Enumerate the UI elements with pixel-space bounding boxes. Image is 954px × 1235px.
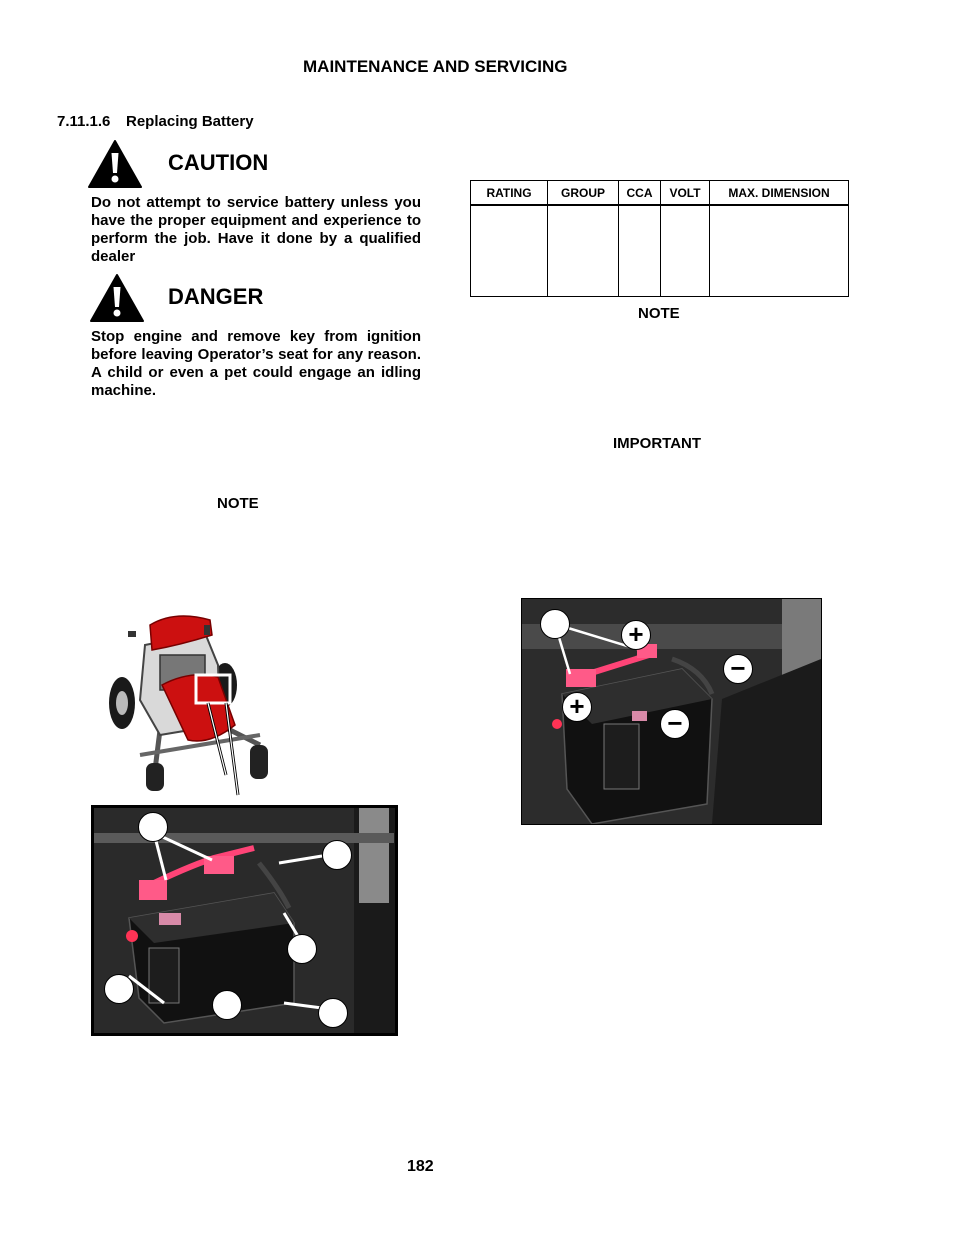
battery-terminals-photo <box>521 598 822 825</box>
column-header-volt: VOLT <box>661 181 710 206</box>
table-header-row <box>471 181 849 206</box>
column-header-cca: CCA <box>619 181 661 206</box>
table-cell <box>548 205 619 297</box>
callout-marker-2 <box>322 840 352 870</box>
callout-marker-5 <box>212 990 242 1020</box>
caution-warning-icon <box>87 139 143 189</box>
danger-heading: DANGER <box>168 284 264 309</box>
battery-location-photo <box>91 805 398 1036</box>
caution-heading: CAUTION <box>168 150 269 175</box>
column-header-rating: RATING <box>471 181 548 206</box>
table-row <box>471 205 849 297</box>
danger-warning-icon <box>89 273 145 323</box>
danger-text: Stop engine and remove key from ignition before leaving Operator’s seat for any reason. A child or even a pet could engage an idling machine. <box>91 328 421 399</box>
swather-machine-illustration <box>100 605 280 805</box>
section-title <box>57 113 254 130</box>
table-cell <box>471 205 548 297</box>
callout-marker-6 <box>318 998 348 1028</box>
left-note-label: NOTE <box>217 495 259 512</box>
table-cell <box>661 205 710 297</box>
callout-marker-7 <box>540 609 570 639</box>
important-label: IMPORTANT <box>613 435 702 452</box>
column-header-group: GROUP <box>548 181 619 206</box>
section-name: Replacing Battery <box>126 113 254 130</box>
negative-terminal-symbol-lower: − <box>660 709 690 739</box>
negative-terminal-symbol: − <box>723 654 753 684</box>
section-number: 7.11.1.6 <box>57 113 111 130</box>
positive-terminal-symbol-lower: + <box>562 692 592 722</box>
caution-text: Do not attempt to service battery unless you have the proper equipment and experience to perform the job. Have it done by a qualified dealer <box>91 194 421 265</box>
callout-marker-1 <box>138 812 168 842</box>
callout-marker-4 <box>104 974 134 1004</box>
right-note-label: NOTE <box>638 305 680 322</box>
table-cell <box>619 205 661 297</box>
callout-marker-3 <box>287 934 317 964</box>
page-header: MAINTENANCE AND SERVICING <box>303 57 568 76</box>
table-cell <box>710 205 849 297</box>
battery-photo-drawing <box>94 808 395 1033</box>
page-number: 182 <box>407 1158 434 1175</box>
column-header-max-dimension: MAX. DIMENSION <box>710 181 849 206</box>
battery-spec-table <box>470 180 849 297</box>
positive-terminal-symbol: + <box>621 620 651 650</box>
